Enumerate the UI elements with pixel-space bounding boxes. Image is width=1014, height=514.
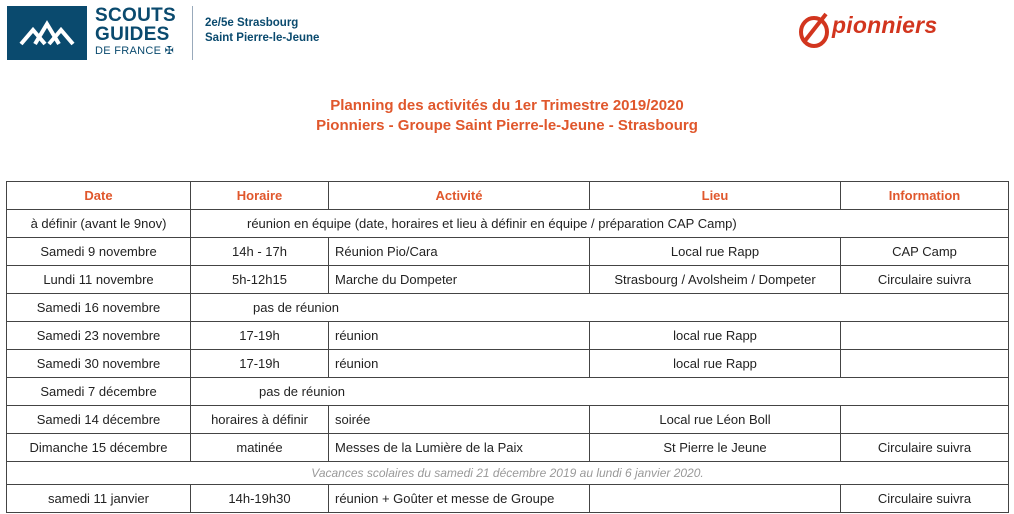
- cell-info: CAP Camp: [841, 238, 1009, 266]
- cross-icon: ✠: [164, 45, 175, 57]
- table-header-row: [7, 182, 1009, 210]
- header-lieu: Lieu: [590, 182, 841, 210]
- cell-lieu: local rue Rapp: [590, 350, 841, 378]
- page-titles: [0, 96, 1014, 136]
- cell-date: samedi 11 janvier: [7, 485, 191, 513]
- cell-date: Samedi 30 novembre: [7, 350, 191, 378]
- table-row: [7, 378, 1009, 406]
- cell-merged: pas de réunion: [191, 294, 1009, 322]
- cell-activite: réunion: [329, 322, 590, 350]
- sgdf-logo: [7, 6, 187, 60]
- sgdf-line-guides: GUIDES: [95, 24, 170, 45]
- header-horaire: Horaire: [191, 182, 329, 210]
- cell-horaire: 14h-19h30: [191, 485, 329, 513]
- pionniers-emblem-icon: [796, 10, 832, 50]
- cell-activite: Réunion Pio/Cara: [329, 238, 590, 266]
- cell-merged: pas de réunion: [191, 378, 1009, 406]
- cell-date: Lundi 11 novembre: [7, 266, 191, 294]
- cell-merged: réunion en équipe (date, horaires et lieu à définir en équipe / préparation CAP Camp): [191, 210, 1009, 238]
- cell-date: Samedi 14 décembre: [7, 406, 191, 434]
- vacation-row: [7, 462, 1009, 485]
- cell-activite: Marche du Dompeter: [329, 266, 590, 294]
- page-subtitle: Pionniers - Groupe Saint Pierre-le-Jeune - Strasbourg: [316, 117, 698, 134]
- cell-info: [841, 406, 1009, 434]
- cell-lieu: Strasbourg / Avolsheim / Dompeter: [590, 266, 841, 294]
- sgdf-wordmark: [95, 6, 176, 58]
- cell-activite: soirée: [329, 406, 590, 434]
- header-divider: [192, 6, 193, 60]
- table-row: [7, 434, 1009, 462]
- cell-horaire: matinée: [191, 434, 329, 462]
- cell-activite: réunion: [329, 350, 590, 378]
- header-date: Date: [7, 182, 191, 210]
- table-row: [7, 485, 1009, 513]
- group-name: [205, 16, 319, 46]
- cell-lieu: St Pierre le Jeune: [590, 434, 841, 462]
- cell-horaire: 17-19h: [191, 350, 329, 378]
- cell-horaire: 5h-12h15: [191, 266, 329, 294]
- header-information: Information: [841, 182, 1009, 210]
- table-row: [7, 266, 1009, 294]
- table-row: [7, 350, 1009, 378]
- cell-date: Samedi 9 novembre: [7, 238, 191, 266]
- sgdf-line-scouts: SCOUTS: [95, 5, 176, 26]
- cell-date: Samedi 16 novembre: [7, 294, 191, 322]
- schedule-table: [6, 181, 1009, 513]
- cell-lieu: [590, 485, 841, 513]
- cell-lieu: Local rue Léon Boll: [590, 406, 841, 434]
- pionniers-wordmark: pionniers: [832, 12, 938, 38]
- cell-date: à définir (avant le 9nov): [7, 210, 191, 238]
- page-header: [0, 0, 1014, 70]
- table-row: [7, 294, 1009, 322]
- sgdf-emblem-icon: [7, 6, 87, 60]
- pionniers-logo: [796, 6, 946, 56]
- cell-info: [841, 350, 1009, 378]
- table-row: [7, 322, 1009, 350]
- cell-activite: réunion + Goûter et messe de Groupe: [329, 485, 590, 513]
- sgdf-line-de-france: DE FRANCE ✠: [95, 45, 175, 57]
- table-row: [7, 210, 1009, 238]
- cell-date: Dimanche 15 décembre: [7, 434, 191, 462]
- table-row: [7, 238, 1009, 266]
- cell-activite: Messes de la Lumière de la Paix: [329, 434, 590, 462]
- group-name-line2: Saint Pierre-le-Jeune: [205, 32, 320, 44]
- cell-horaire: horaires à définir: [191, 406, 329, 434]
- vacation-notice: Vacances scolaires du samedi 21 décembre 2019 au lundi 6 janvier 2020.: [7, 462, 1009, 485]
- cell-info: Circulaire suivra: [841, 266, 1009, 294]
- table-row: [7, 406, 1009, 434]
- cell-date: Samedi 7 décembre: [7, 378, 191, 406]
- cell-horaire: 17-19h: [191, 322, 329, 350]
- cell-info: Circulaire suivra: [841, 434, 1009, 462]
- cell-info: Circulaire suivra: [841, 485, 1009, 513]
- page-title: Planning des activités du 1er Trimestre 2019/2020: [330, 97, 684, 114]
- cell-horaire: 14h - 17h: [191, 238, 329, 266]
- header-activite: Activité: [329, 182, 590, 210]
- group-name-line1: 2e/5e Strasbourg: [205, 17, 299, 29]
- cell-lieu: Local rue Rapp: [590, 238, 841, 266]
- cell-info: [841, 322, 1009, 350]
- cell-lieu: local rue Rapp: [590, 322, 841, 350]
- cell-date: Samedi 23 novembre: [7, 322, 191, 350]
